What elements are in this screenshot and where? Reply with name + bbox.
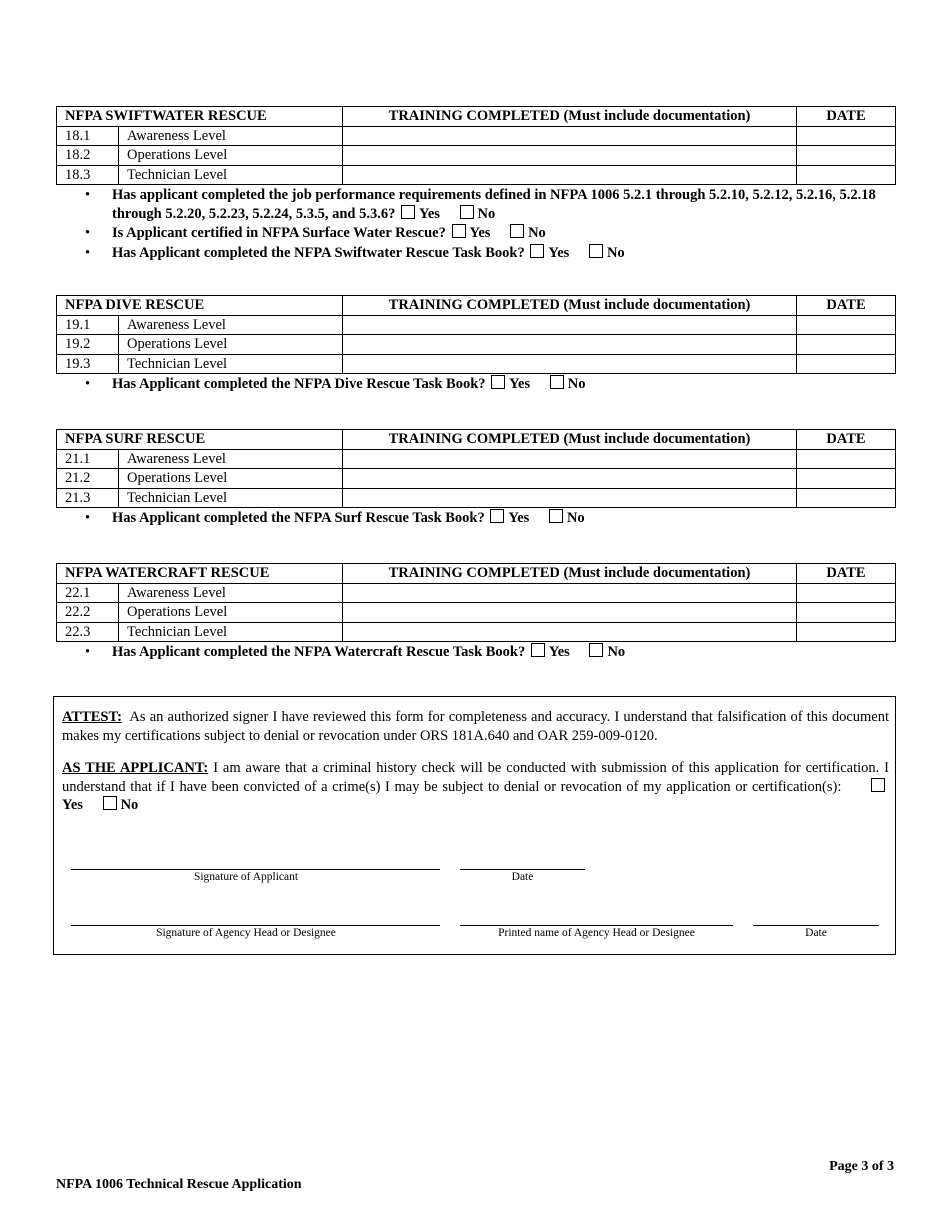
yes-label: Yes <box>508 510 530 526</box>
printed-name-label: Printed name of Agency Head or Designee <box>498 927 695 939</box>
date-cell[interactable] <box>797 146 896 166</box>
agency-signature-line[interactable] <box>71 925 440 926</box>
question-item <box>56 186 895 223</box>
watercraft-questions <box>56 643 895 662</box>
row-level: Technician Level <box>119 622 343 642</box>
table-row <box>57 469 896 489</box>
yes-checkbox[interactable] <box>490 509 504 523</box>
row-number: 21.3 <box>57 488 119 508</box>
surf-table <box>56 429 896 508</box>
section-title: NFPA SWIFTWATER RESCUE <box>57 107 343 127</box>
date-cell[interactable] <box>797 603 896 623</box>
row-number: 21.2 <box>57 469 119 489</box>
date-cell[interactable] <box>797 469 896 489</box>
question-item <box>56 509 895 528</box>
bullet: • <box>85 510 91 526</box>
date-header: DATE <box>797 296 896 316</box>
swiftwater-section <box>56 106 895 262</box>
training-header: TRAINING COMPLETED (Must include documentation) <box>343 107 797 127</box>
training-header: TRAINING COMPLETED (Must include documentation) <box>343 296 797 316</box>
agency-date-label: Date <box>805 927 827 939</box>
yes-label: Yes <box>509 376 531 392</box>
agency-signature-label: Signature of Agency Head or Designee <box>156 927 336 939</box>
date-cell[interactable] <box>797 354 896 374</box>
printed-name-line[interactable] <box>460 925 733 926</box>
no-label: No <box>567 376 586 392</box>
table-row <box>57 449 896 469</box>
question-text: Has applicant completed the job performance requirements defined in NFPA 1006 5.2.1 through 5.2.10, 5.2.12, 5.2.16, 5.2.18 through 5.2.20, 5.2.23, 5.2.24, 5.3.5, and 5.3.6? <box>112 187 876 222</box>
training-cell[interactable] <box>343 622 797 642</box>
watercraft-section <box>56 563 895 662</box>
date-cell[interactable] <box>797 488 896 508</box>
bullet: • <box>85 644 91 660</box>
row-level: Awareness Level <box>119 315 343 335</box>
training-header: TRAINING COMPLETED (Must include documentation) <box>343 564 797 584</box>
bullet: • <box>85 187 91 203</box>
yes-checkbox[interactable] <box>491 375 505 389</box>
no-checkbox[interactable] <box>589 643 603 657</box>
yes-label: Yes <box>62 797 83 813</box>
no-label: No <box>566 510 585 526</box>
watercraft-table <box>56 563 896 642</box>
applicant-date-line[interactable] <box>460 869 585 870</box>
no-checkbox[interactable] <box>103 796 117 810</box>
yes-label: Yes <box>548 244 570 261</box>
attest-box <box>53 696 896 955</box>
row-level: Technician Level <box>119 488 343 508</box>
question-text: Has Applicant completed the NFPA Swiftwater Rescue Task Book? <box>112 244 525 261</box>
swiftwater-questions <box>56 186 895 262</box>
training-cell[interactable] <box>343 126 797 146</box>
dive-questions <box>56 375 895 394</box>
applicant-signature-line[interactable] <box>71 869 440 870</box>
section-title: NFPA WATERCRAFT RESCUE <box>57 564 343 584</box>
attest-text: As an authorized signer I have reviewed this form for completeness and accuracy. I understand that falsification of this document makes my certifications subject to denial or revocation under ORS 181A.640 and OAR 259-009-0120. <box>62 709 890 744</box>
table-row <box>57 315 896 335</box>
date-cell[interactable] <box>797 622 896 642</box>
question-text: Has Applicant completed the NFPA Dive Rescue Task Book? <box>112 376 486 392</box>
applicant-date-label: Date <box>511 871 534 883</box>
question-item <box>56 224 895 243</box>
page-number: Page 3 of 3 <box>829 1159 894 1174</box>
row-number: 21.1 <box>57 449 119 469</box>
date-cell[interactable] <box>797 583 896 603</box>
table-row <box>57 335 896 355</box>
row-number: 19.1 <box>57 315 119 335</box>
row-level: Technician Level <box>119 354 343 374</box>
training-cell[interactable] <box>343 335 797 355</box>
yes-checkbox[interactable] <box>531 643 545 657</box>
attest-label: ATTEST: <box>62 709 122 725</box>
yes-label: Yes <box>469 225 491 241</box>
applicant-paragraph <box>62 759 889 815</box>
training-cell[interactable] <box>343 354 797 374</box>
yes-label: Yes <box>418 205 440 222</box>
no-label: No <box>120 797 139 813</box>
training-cell[interactable] <box>343 165 797 185</box>
table-row <box>57 583 896 603</box>
bullet: • <box>85 225 91 241</box>
date-header: DATE <box>797 107 896 127</box>
section-title: NFPA SURF RESCUE <box>57 430 343 450</box>
dive-section <box>56 295 895 394</box>
table-row <box>57 488 896 508</box>
bullet: • <box>85 244 91 261</box>
row-number: 18.3 <box>57 165 119 185</box>
yes-checkbox[interactable] <box>401 205 415 219</box>
yes-checkbox[interactable] <box>452 224 466 238</box>
table-row <box>57 165 896 185</box>
date-header: DATE <box>797 564 896 584</box>
row-level: Operations Level <box>119 335 343 355</box>
no-label: No <box>607 644 626 660</box>
no-checkbox[interactable] <box>550 375 564 389</box>
date-cell[interactable] <box>797 335 896 355</box>
training-cell[interactable] <box>343 449 797 469</box>
date-cell[interactable] <box>797 449 896 469</box>
training-cell[interactable] <box>343 603 797 623</box>
row-level: Operations Level <box>119 469 343 489</box>
date-cell[interactable] <box>797 315 896 335</box>
row-level: Operations Level <box>119 603 343 623</box>
row-number: 18.1 <box>57 126 119 146</box>
attest-paragraph <box>62 708 889 745</box>
table-row <box>57 622 896 642</box>
row-number: 22.3 <box>57 622 119 642</box>
training-cell[interactable] <box>343 488 797 508</box>
question-text: Is Applicant certified in NFPA Surface Water Rescue? <box>112 225 446 241</box>
table-row <box>57 603 896 623</box>
surf-questions <box>56 509 895 528</box>
table-row <box>57 146 896 166</box>
document-title: NFPA 1006 Technical Rescue Application <box>56 1177 302 1192</box>
no-label: No <box>528 225 546 241</box>
surf-section <box>56 429 895 528</box>
table-row <box>57 354 896 374</box>
table-row <box>57 126 896 146</box>
bullet: • <box>85 376 91 392</box>
question-item <box>56 643 895 662</box>
row-number: 22.1 <box>57 583 119 603</box>
swiftwater-table <box>56 106 896 185</box>
dive-table <box>56 295 896 374</box>
section-title: NFPA DIVE RESCUE <box>57 296 343 316</box>
applicant-signature-label: Signature of Applicant <box>193 871 299 883</box>
question-item <box>56 375 895 394</box>
applicant-label: AS THE APPLICANT: <box>62 760 209 776</box>
row-level: Awareness Level <box>119 126 343 146</box>
row-level: Operations Level <box>119 146 343 166</box>
row-level: Awareness Level <box>119 583 343 603</box>
no-checkbox[interactable] <box>460 205 474 219</box>
no-checkbox[interactable] <box>589 244 603 258</box>
training-cell[interactable] <box>343 146 797 166</box>
date-cell[interactable] <box>797 165 896 185</box>
yes-checkbox[interactable] <box>871 778 885 792</box>
yes-checkbox[interactable] <box>530 244 544 258</box>
question-text: Has Applicant completed the NFPA Watercraft Rescue Task Book? <box>112 644 526 660</box>
agency-date-line[interactable] <box>753 925 879 926</box>
no-label: No <box>606 244 625 261</box>
row-level: Technician Level <box>119 165 343 185</box>
training-cell[interactable] <box>343 315 797 335</box>
date-cell[interactable] <box>797 126 896 146</box>
training-cell[interactable] <box>343 583 797 603</box>
question-text: Has Applicant completed the NFPA Surf Rescue Task Book? <box>112 510 485 526</box>
yes-label: Yes <box>548 644 570 660</box>
date-header: DATE <box>797 430 896 450</box>
training-cell[interactable] <box>343 469 797 489</box>
row-level: Awareness Level <box>119 449 343 469</box>
no-checkbox[interactable] <box>549 509 563 523</box>
no-checkbox[interactable] <box>510 224 524 238</box>
row-number: 18.2 <box>57 146 119 166</box>
no-label: No <box>477 205 496 222</box>
question-item <box>56 244 895 263</box>
row-number: 19.3 <box>57 354 119 374</box>
training-header: TRAINING COMPLETED (Must include documentation) <box>343 430 797 450</box>
row-number: 22.2 <box>57 603 119 623</box>
row-number: 19.2 <box>57 335 119 355</box>
applicant-text: I am aware that a criminal history check will be conducted with submission of this application for certification. I understand that if I have been convicted of a crime(s) I may be subject to denial or revocation of my application or certification(s): <box>62 760 890 795</box>
